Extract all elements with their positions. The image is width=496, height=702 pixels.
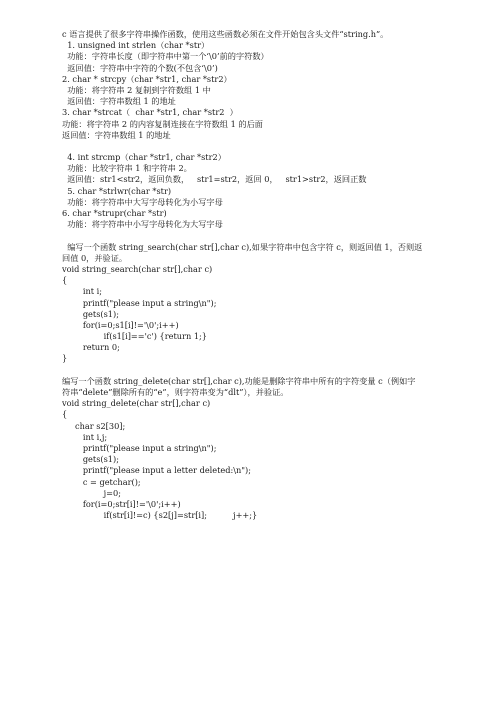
document-body [62,29,454,521]
text-line: 3. char *strcat（ char *str1, char *str2 ） [62,107,238,118]
code-line: if(s1[i]=='c') {return 1;} [62,331,208,342]
text-line: 功能：字符串长度（即字符串中第一个‘\0’前的字符数） [62,51,269,62]
code-line: return 0; [62,342,120,353]
text-line: 5. char *strlwr(char *str) [62,185,172,196]
code-line: gets(s1); [62,454,119,465]
code-line: { [62,409,68,420]
text-line: 1. unsigned int strlen（char *str） [62,40,210,51]
code-line: if(str[i]!=c) {s2[j]=str[i]; j++;} [62,510,258,521]
code-line: printf("please input a string\n"); [62,442,217,453]
text-line: 返回值：字符串数组 1 的地址 [62,96,176,107]
blank-line [62,365,454,376]
code-line: void string_delete(char str[],char c) [62,398,211,409]
code-line: for(i=0;str[i]!='\0';i++) [62,498,181,509]
code-line: printf("please input a letter deleted:\n"); [62,465,252,476]
code-line: int i,j; [62,431,108,442]
code-line: int i; [62,286,102,297]
text-line: 返回值：字符串中字符的个数(不包含‘\0’) [62,62,218,73]
text-line: 功能：将字符串 2 的内容复制连接在字符数组 1 的后面 [62,118,263,129]
text-line: c 语言提供了很多字符串操作函数，使用这些函数必须在文件开始包含头文件“string.h”。 [62,29,389,39]
text-line: 符串“delete”删除所有的“e”，则字符串变为“dlt”），并验证。 [62,387,289,397]
blank-line [62,230,454,241]
code-line: char s2[30]; [62,420,126,431]
text-line: 返回值：str1<str2，返回负数， str1=str2，返回 0， str1>str2，返回正数 [62,174,367,185]
text-line: 回值 0，并验证。 [62,252,128,263]
text-line: 功能：将字符串中小写字母转化为大写字母 [62,219,223,230]
code-line: void string_search(char str[],char c) [62,263,213,274]
code-line: c = getchar(); [62,476,141,487]
blank-line [62,141,454,152]
text-line: 编写一个函数 string_delete(char str[],char c),功能是删除字符串中所有的字符变量 c（例如字 [62,375,416,386]
text-line: 6. char *strupr(char *str) [62,208,167,218]
text-line: 返回值：字符串数组 1 的地址 [62,129,171,140]
code-line: j=0; [62,487,122,498]
code-line: gets(s1); [62,308,119,319]
text-line: 编写一个函数 string_search(char str[],char c),如果字符串中包含字符 c，则返回值 1，否则返 [62,241,423,252]
text-line: 功能：将字符串 2 复制到字符数组 1 中 [62,84,211,95]
text-line: 功能：将字符串中大写字母转化为小写字母 [62,196,223,207]
text-line: 4. int strcmp（char *str1, char *str2） [62,152,226,163]
code-line: printf("please input a string\n"); [62,297,217,308]
text-line: 2. char * strcpy（char *str1, char *str2） [62,73,232,84]
code-line: } [62,353,68,364]
code-line: for(i=0;s1[i]!='\0';i++) [62,319,179,330]
text-line: 功能：比较字符串 1 和字符串 2。 [62,163,192,174]
code-line: { [62,275,68,286]
